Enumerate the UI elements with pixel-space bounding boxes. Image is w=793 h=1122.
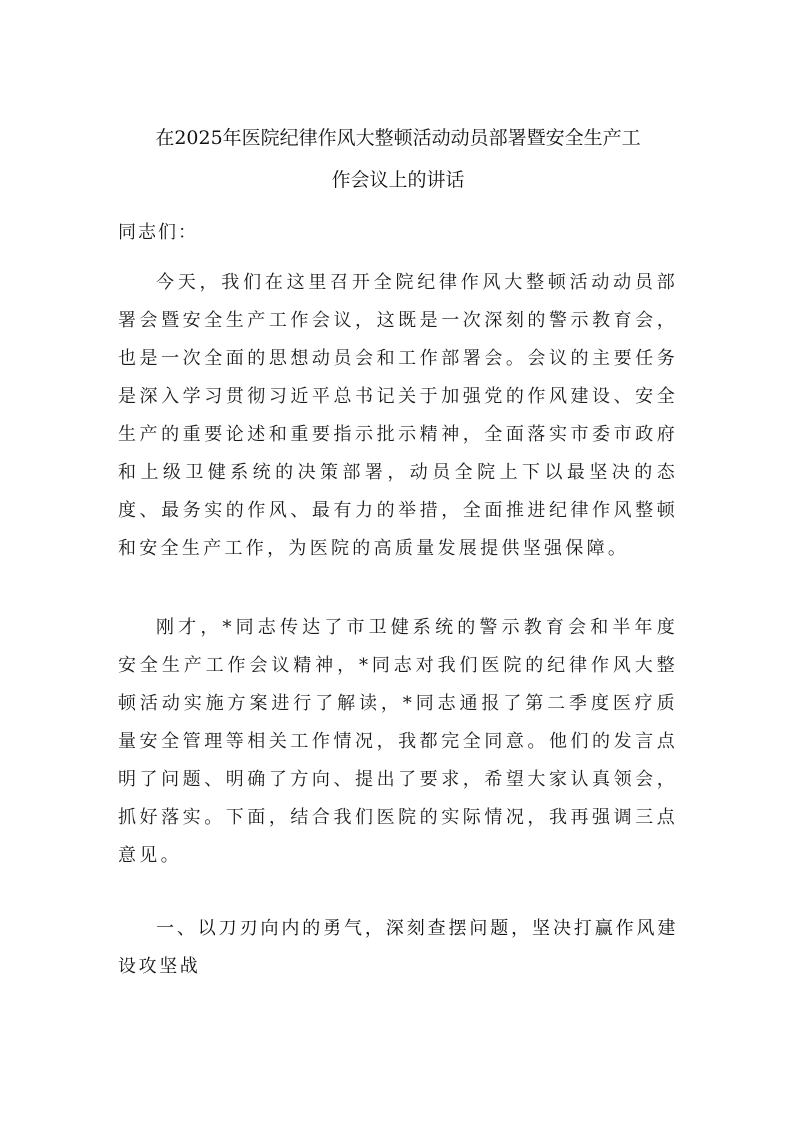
- document-title-line-2: 作会议上的讲话: [331, 169, 465, 191]
- paragraph-opening: 今天，我们在这里召开全院纪律作风大整顿活动动员部署会暨安全生产工作会议，这既是一次深刻的警示教育会，也是一次全面的思想动员会和工作部署会。会议的主要任务是深入学习贯彻习近平总书记关于加强党的作风建设、安全生产的重要论述和重要指示批示精神，全面落实市委市政府和上级卫健系统的决策部署，动员全院上下以最坚决的态度、最务实的作风、最有力的举措，全面推进纪律作风整顿和安全生产工作，为医院的高质量发展提供坚强保障。: [118, 272, 678, 559]
- document-title-line-1: 在2025年医院纪律作风大整顿活动动员部署暨安全生产工: [155, 127, 641, 149]
- section-heading-1: 一、以刀刃向内的勇气，深刻查摆问题，坚决打赢作风建设攻坚战: [118, 918, 678, 977]
- paragraph-reports: 刚才，*同志传达了市卫健系统的警示教育会和半年度安全生产工作会议精神，*同志对我们医院的纪律作风大整顿活动实施方案进行了解读，*同志通报了第二季度医疗质量安全管理等相关工作情况，我都完全同意。他们的发言点明了问题、明确了方向、提出了要求，希望大家认真领会，抓好落实。下面，结合我们医院的实际情况，我再强调三点意见。: [118, 617, 678, 866]
- salutation: 同志们：: [118, 222, 198, 243]
